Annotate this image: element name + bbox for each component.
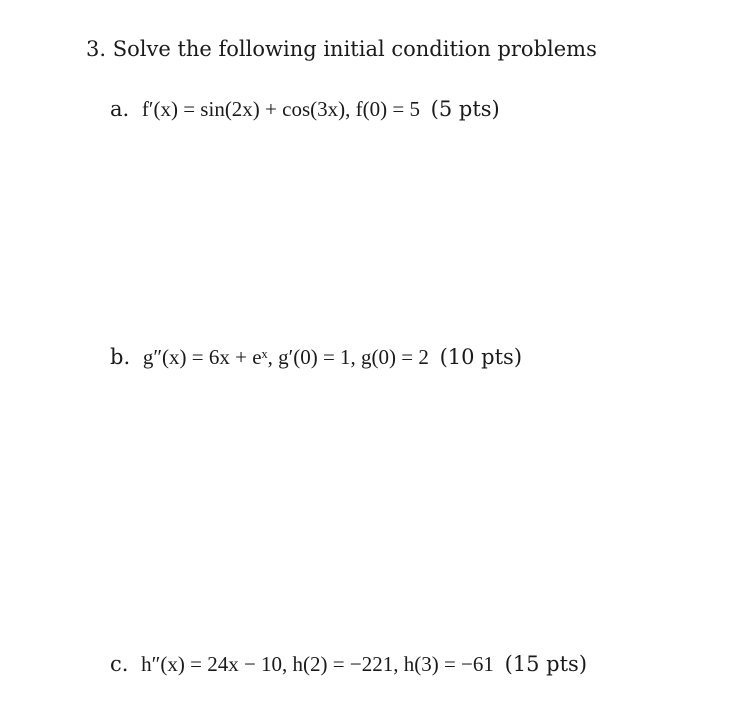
problem-c [110, 652, 587, 677]
problem-equation: g″(x) = 6x + eˣ, g′(0) = 1, g(0) = 2 [142, 345, 429, 369]
question-text: Solve the following initial condition problems [112, 37, 597, 61]
problem-label: c. [110, 652, 129, 676]
problem-label: b. [110, 345, 131, 369]
problem-a [110, 97, 500, 122]
problem-equation: f′(x) = sin(2x) + cos(3x), f(0) = 5 [141, 97, 420, 121]
problem-equation: h″(x) = 24x − 10, h(2) = −221, h(3) = −61 [141, 652, 494, 676]
problem-points: (15 pts) [504, 652, 588, 676]
problem-points: (10 pts) [439, 345, 523, 369]
problem-label: a. [110, 97, 130, 121]
question-number: 3. [86, 37, 107, 61]
problem-b [110, 345, 522, 370]
problem-points: (5 pts) [430, 97, 500, 121]
question-heading [86, 37, 597, 61]
